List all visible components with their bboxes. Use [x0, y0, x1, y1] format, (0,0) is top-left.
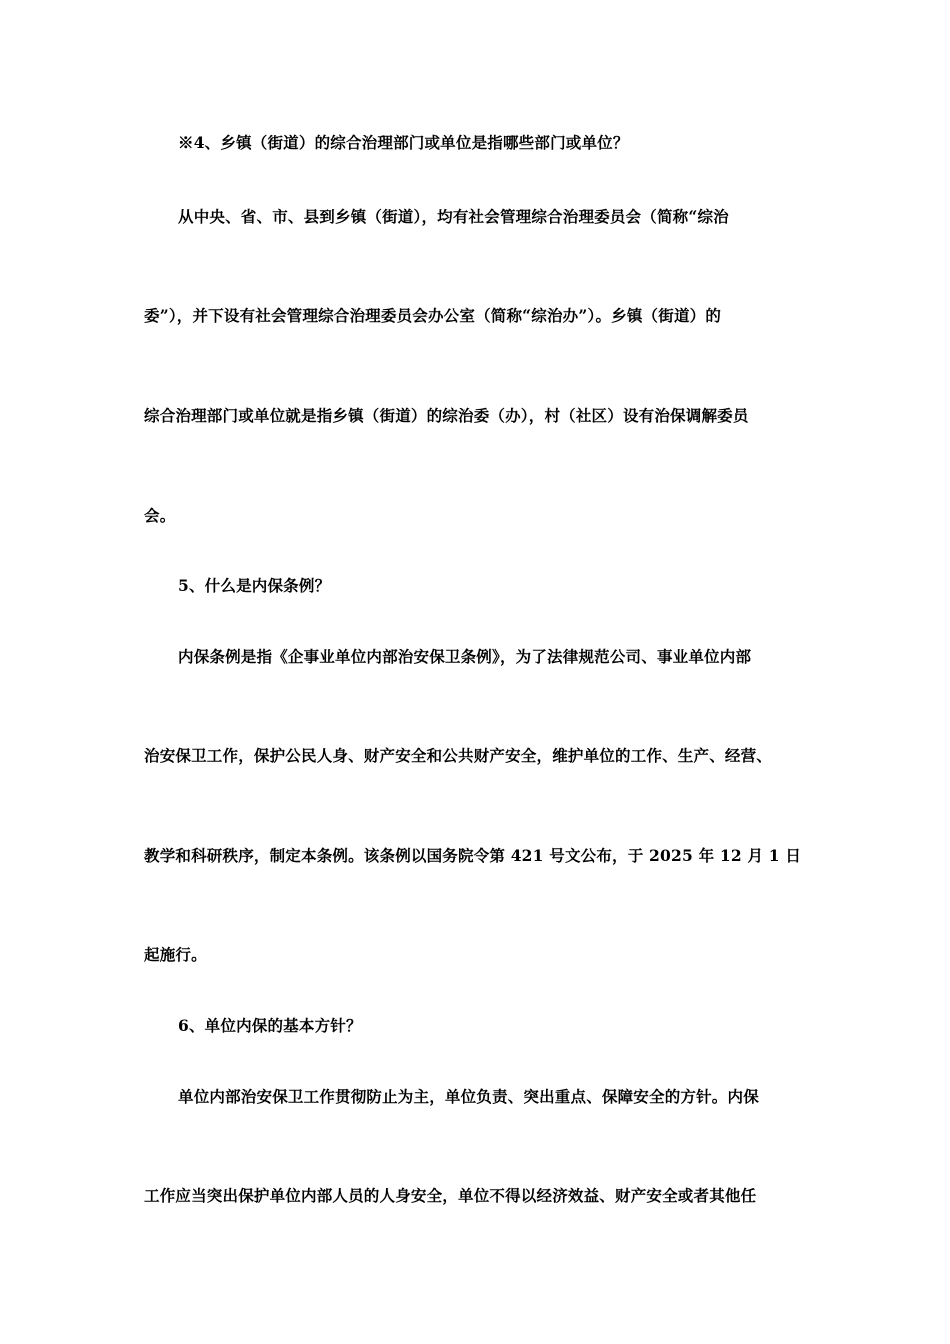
- question-5-answer-line-4: 起施行。: [144, 945, 207, 964]
- question-5-answer-line-1: 内保条例是指《企事业单位内部治安保卫条例》，为了法律规范公司、事业单位内部: [178, 647, 752, 666]
- question-4-answer-line-2: 委”），并下设有社会管理综合治理委员会办公室（简称“综治办”）。乡镇（街道）的: [144, 306, 722, 325]
- question-6-answer-line-1: 单位内部治安保卫工作贯彻防止为主，单位负责、突出重点、保障安全的方针。内保: [178, 1087, 759, 1106]
- question-4-answer-line-3: 综合治理部门或单位就是指乡镇（街道）的综治委（办），村（社区）设有治保调解委员: [144, 406, 749, 425]
- question-4-heading: ※4、乡镇（街道）的综合治理部门或单位是指哪些部门或单位？: [178, 133, 629, 152]
- question-6-heading: 6、单位内保的基本方针？: [178, 1016, 362, 1035]
- question-5-answer-line-3: 教学和科研秩序，制定本条例。该条例以国务院令第 421 号文公布，于 2025 年 12 月 1 日: [144, 846, 802, 865]
- question-5-heading: 5、什么是内保条例？: [178, 576, 331, 595]
- question-4-answer-line-4: 会。: [144, 506, 176, 525]
- question-6-answer-line-2: 工作应当突出保护单位内部人员的人身安全，单位不得以经济效益、财产安全或者其他任: [144, 1186, 757, 1205]
- question-5-answer-line-2: 治安保卫工作，保护公民人身、财产安全和公共财产安全，维护单位的工作、生产、经营、: [144, 746, 773, 765]
- question-4-answer-line-1: 从中央、省、市、县到乡镇（街道），均有社会管理综合治理委员会（简称“综治: [178, 207, 729, 226]
